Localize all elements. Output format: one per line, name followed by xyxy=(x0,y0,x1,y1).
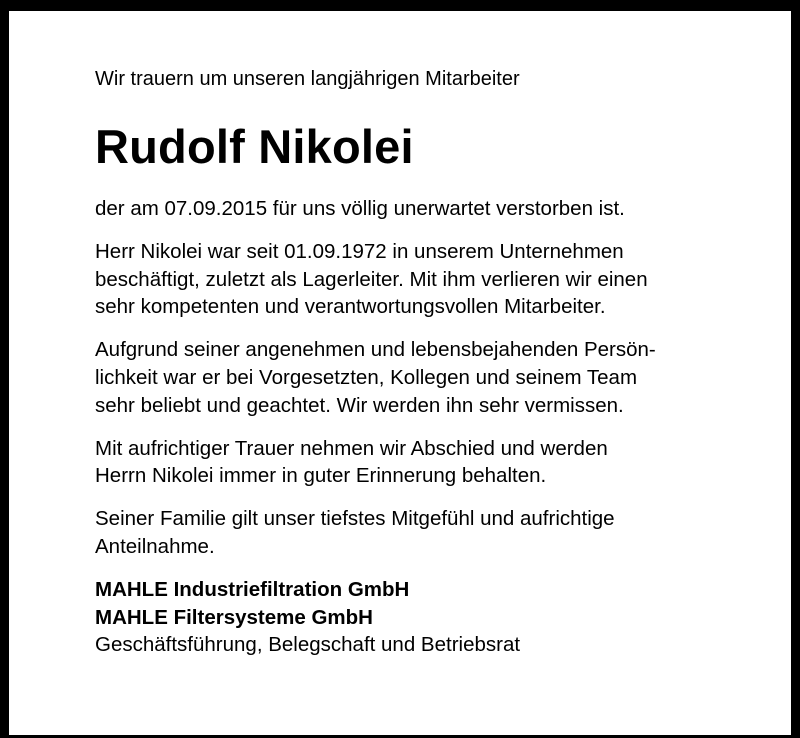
text-line: der am 07.09.2015 für uns völlig unerwartet verstorben ist. xyxy=(95,197,625,220)
signature-block xyxy=(95,576,771,659)
text-line: Herr Nikolei war seit 01.09.1972 in unserem Unternehmen xyxy=(95,239,624,263)
text-line: Herrn Nikolei immer in guter Erinnerung behalten. xyxy=(95,464,547,488)
text-line: beschäftigt, zuletzt als Lagerleiter. Mit ihm verlieren wir einen xyxy=(95,267,648,291)
text-line: Anteilnahme. xyxy=(95,534,215,558)
company-name-secondary: MAHLE Filtersysteme GmbH xyxy=(95,605,373,629)
paragraph-personality xyxy=(95,336,771,419)
text-line: sehr beliebt und geachtet. Wir werden ihn sehr vermissen. xyxy=(95,393,624,417)
paragraph-employment xyxy=(95,238,771,321)
text-line: sehr kompetenten und verantwortungsvollen Mitarbeiter. xyxy=(95,295,606,319)
signatories: Geschäftsführung, Belegschaft und Betriebsrat xyxy=(95,633,521,657)
paragraph-farewell xyxy=(95,435,771,491)
text-line: lichkeit war er bei Vorgesetzten, Kollegen und seinem Team xyxy=(95,365,638,389)
intro-line: Wir trauern um unseren langjährigen Mitarbeiter xyxy=(95,68,520,90)
company-name-primary: MAHLE Industriefiltration GmbH xyxy=(95,577,410,601)
text-line: Mit aufrichtiger Trauer nehmen wir Abschied und werden xyxy=(95,436,608,460)
text-line: Aufgrund seiner angenehmen und lebensbejahenden Persön- xyxy=(95,338,656,362)
paragraph-condolence xyxy=(95,505,771,561)
text-line: Seiner Familie gilt unser tiefstes Mitgefühl und aufrichtige xyxy=(95,507,615,531)
paragraph-death-date xyxy=(95,195,771,223)
deceased-name: Rudolf Nikolei xyxy=(95,120,414,173)
